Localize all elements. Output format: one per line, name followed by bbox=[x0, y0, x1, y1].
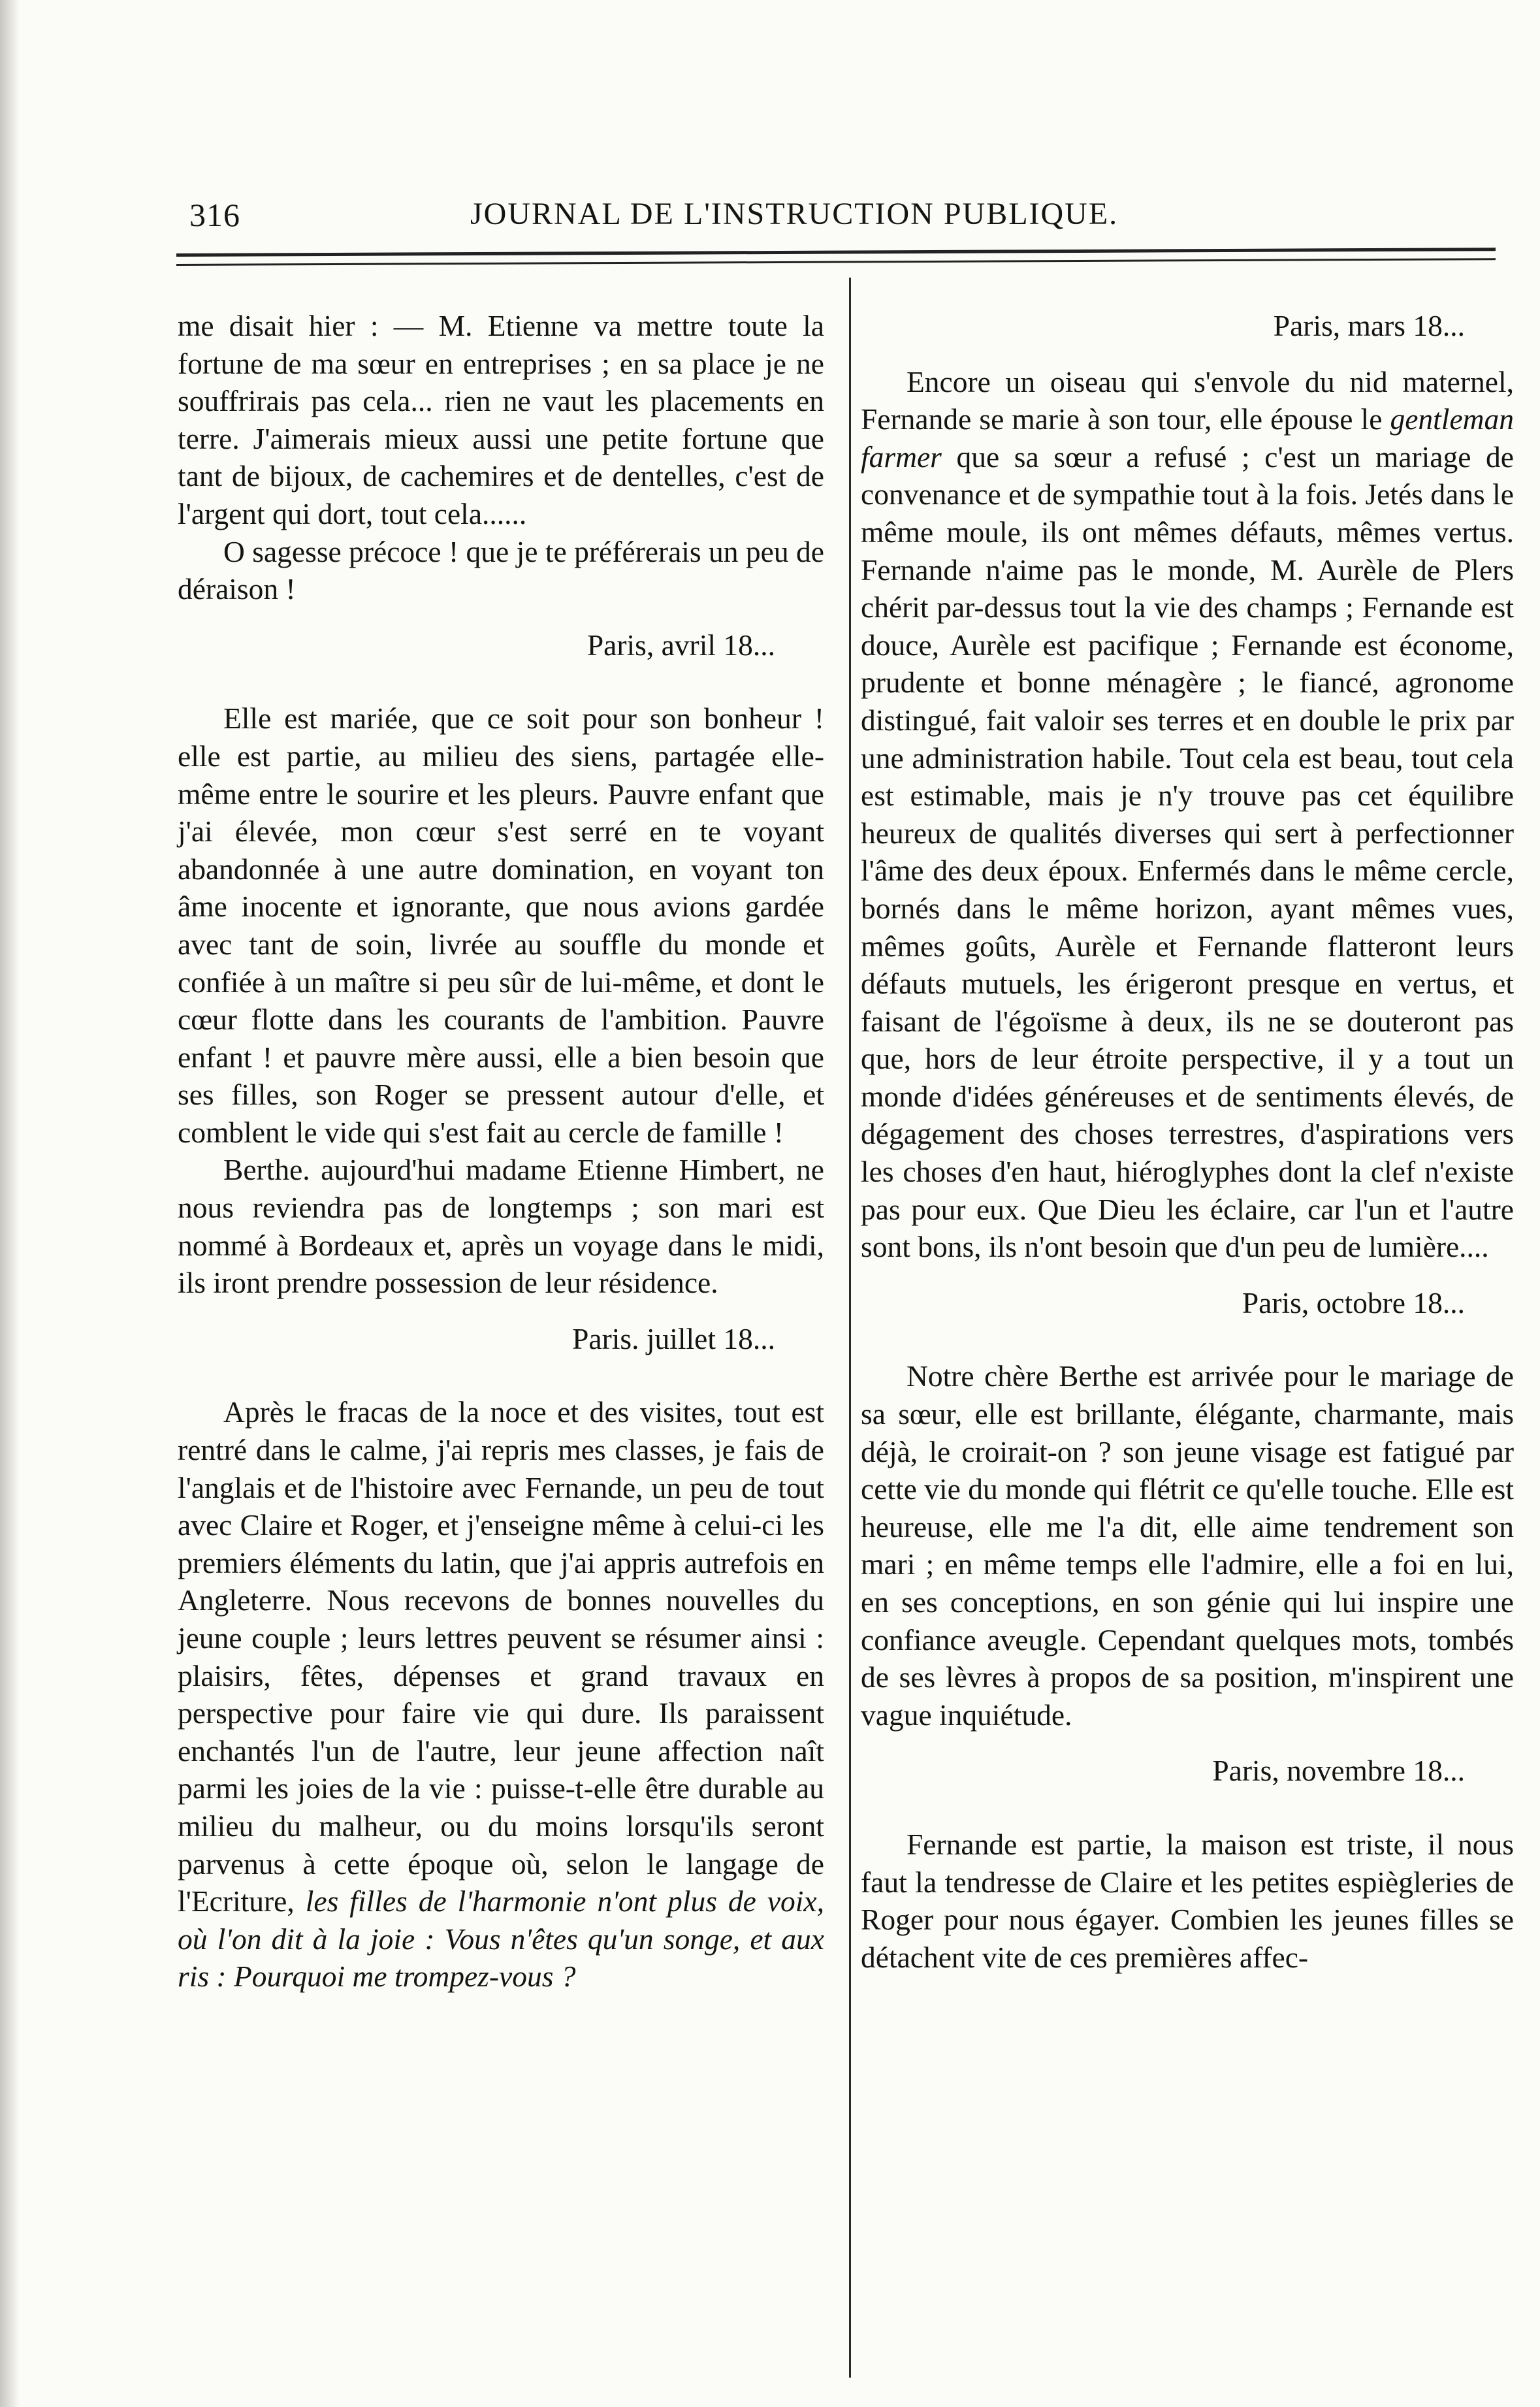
paragraph bbox=[861, 363, 1514, 1266]
italic-term: gentleman farmer bbox=[861, 402, 1515, 474]
page-number: 316 bbox=[189, 197, 240, 233]
paragraph bbox=[178, 1393, 824, 1995]
right-column bbox=[849, 307, 1514, 1976]
dateline: Paris, avril 18... bbox=[586, 628, 775, 662]
paragraph: O sagesse précoce ! que je te préférerais un peu de déraison ! bbox=[178, 534, 824, 606]
paragraph-text: Après le fracas de la noce et des visites, tout est rentré dans le calme, j'ai repris mes classes, je fais de l'anglais et de l'histoire avec Fernande, un peu de tout avec Claire et Roger, et j'enseigne même à celui-ci les premiers éléments du latin, que j'ai appris autrefois en Angleterre. Nous recevons de bonnes nouvelles du jeune couple ; leurs lettres peuvent se résumer ainsi : plaisirs, fêtes, dépenses et grand travaux en perspective pour faire vie qui dure. Ils paraissent enchantés l'un de l'autre, leur jeune affection naît parmi les joies de la vie : puisse-t-elle être durable au milieu du malheur, ou du moins lorsqu'ils seront parvenus à cette époque où, selon le langage de l'Ecriture, bbox=[178, 1395, 824, 1918]
left-column bbox=[178, 307, 824, 1995]
paragraph-text: Encore un oiseau qui s'envole du nid maternel, Fernande se marie à son tour, elle épouse le bbox=[861, 364, 1514, 436]
page-edge-shadow bbox=[0, 0, 20, 2407]
paragraph: me disait hier : — M. Etienne va mettre toute la fortune de ma sœur en entreprises ; en sa place je ne souffrirais pas cela... rien ne vaut les placements en terre. J'aimerais mieux aussi une petite fortune que tant de bijoux, de cachemires et de dentelles, c'est de l'argent qui dort, tout cela...... bbox=[178, 309, 824, 530]
paragraph: Berthe. aujourd'hui madame Etienne Himbert, ne nous reviendra pas de longtemps ; son mari est nommé à Bordeaux et, après un voyage dans le midi, ils iront prendre possession de leur résidence. bbox=[178, 1153, 824, 1300]
dateline: Paris, mars 18... bbox=[1273, 309, 1465, 342]
header-rule-thin bbox=[176, 258, 1496, 266]
italic-quotation: les filles de l'harmonie n'ont plus de voix, où l'on dit à la joie : Vous n'êtes qu'un songe, et aux ris : Pourquoi me trompez-vous ? bbox=[178, 1884, 824, 1994]
dateline: Paris. juillet 18... bbox=[572, 1321, 775, 1355]
header-rule-thick bbox=[176, 248, 1496, 257]
paragraph: Notre chère Berthe est arrivée pour le mariage de sa sœur, elle est brillante, élégante, charmante, mais déjà, le croirait-on ? son jeune visage est fatigué par cette vie du monde qui flétrit ce qu'elle touche. Elle est heureuse, elle me l'a dit, elle aime tendrement son mari ; en même temps elle l'admire, elle a foi en lui, en ses conceptions, en son génie qui lui inspire une confiance aveugle. Cependant quelques mots, tombés de ses lèvres à propos de sa position, m'inspirent une vague inquiétude. bbox=[861, 1359, 1514, 1732]
paragraph: Elle est mariée, que ce soit pour son bonheur ! elle est partie, au milieu des siens, partagée elle-même entre le sourire et les pleurs. Pauvre enfant que j'ai élevée, mon cœur s'est serré en te voyant abandonnée à une autre domination, en voyant ton âme inocente et ignorante, que nous avions gardée avec tant de soin, livrée au souffle du monde et confiée à un maître si peu sûr de lui-même, et dont le cœur flotte dans les courants de l'ambition. Pauvre enfant ! et pauvre mère aussi, elle a bien besoin que ses filles, son Roger se pressent autour d'elle, et comblent le vide qui s'est fait au cercle de famille ! bbox=[178, 702, 824, 1149]
paragraph-text: que sa sœur a refusé ; c'est un mariage de convenance et de sympathie tout à la fois. Jetés dans le même moule, ils ont mêmes défauts, mêmes vertus. Fernande n'aime pas le monde, M. Aurèle de Plers chérit par-dessus tout la vie des champs ; Fernande est douce, Aurèle est pacifique ; Fernande est économe, prudente et bonne ménagère ; le fiancé, agronome distingué, fait valoir ses terres et en double le prix par une administration habile. Tout cela est beau, tout cela est estimable, mais je n'y trouve pas cet équilibre heureux de qualités diverses qui sert à perfectionner l'âme des deux époux. Enfermés dans le même cercle, bornés dans le même horizon, ayant mêmes vues, mêmes goûts, Aurèle et Fernande flatteront leurs défauts mutuels, les érigeront presque en vertus, et faisant de l'égoïsme à deux, ils ne se douteront pas que, hors de leur étroite perspective, il y a tout un monde d'idées généreuses et de sentiments élevés, de dégagement des choses terrestres, d'aspirations vers les choses d'en haut, hiéroglyphes dont la clef n'existe pas pour eux. Que Dieu les éclaire, car l'un et l'autre sont bons, ils n'ont besoin que d'un peu de lumière.... bbox=[861, 440, 1515, 1264]
dateline: Paris, novembre 18... bbox=[1212, 1754, 1465, 1788]
dateline: Paris, octobre 18... bbox=[1242, 1285, 1465, 1319]
running-title: JOURNAL DE L'INSTRUCTION PUBLIQUE. bbox=[470, 197, 1119, 231]
paragraph: Fernande est partie, la maison est triste, il nous faut la tendresse de Claire et les petites espiègleries de Roger pour nous égayer. Combien les jeunes filles se détachent vite de ces premières affec- bbox=[861, 1827, 1514, 1974]
